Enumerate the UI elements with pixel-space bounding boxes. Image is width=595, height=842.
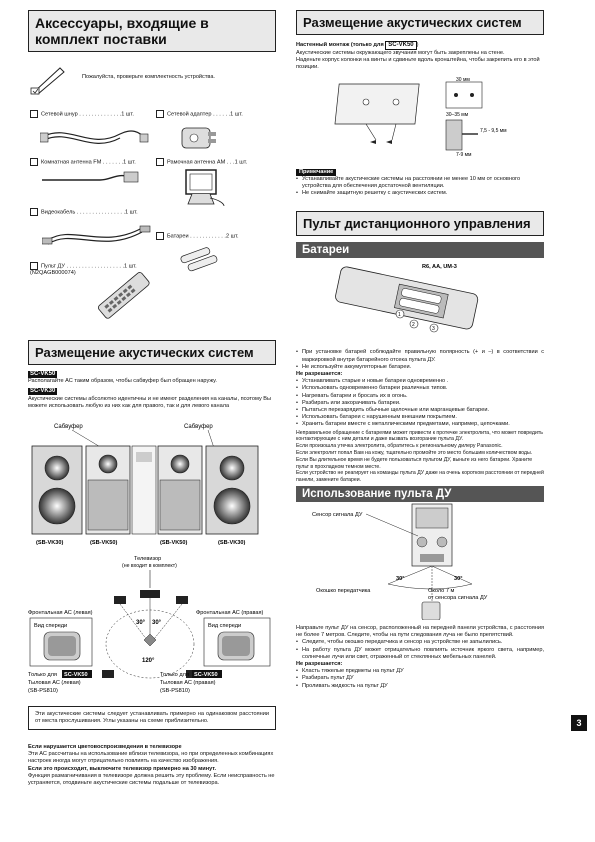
right-column xyxy=(296,10,544,690)
tv-sub-label: (не входит в комплект) xyxy=(122,563,177,569)
wall-mount-section: Настенный монтаж (только для SC-VK50 ) Акустические системы окружающего звучания могут быть закреплены на стене. Наденьте корпус колонки на винты и сдвиньте вдоль кронштейна, чтобы закрепить его в этой позиции. xyxy=(296,42,540,71)
battery-type: R6, AA, UM-3 xyxy=(422,264,457,271)
checkbox[interactable] xyxy=(30,158,38,166)
model-label-4: (SB-VK30) xyxy=(218,540,246,546)
subwoofer-label-right: Сабвуфер xyxy=(184,424,213,430)
note-item: • Не снимайте защитную решетку с акустических систем. xyxy=(296,190,544,197)
note-item: • Устанавливайте акустические системы на расстоянии не менее 10 мм от основного устройства для обеспечения достаточной вентиляции. xyxy=(296,176,544,190)
remote-model: (N2QAGB000074) xyxy=(30,270,76,277)
angle-rear: 120° xyxy=(142,658,155,664)
note-label: Примечание xyxy=(296,169,336,176)
rear-left-label: Тыловая АС (левая) xyxy=(28,680,81,686)
accessories-heading: Аксессуары, входящие в комплект поставки xyxy=(28,10,276,52)
battery-insertion-diagram xyxy=(296,258,544,344)
sensor-label: Сенсор сигнала ДУ xyxy=(312,512,363,519)
dim-d: 7-9 мм xyxy=(456,151,472,158)
accessories-list xyxy=(28,52,276,302)
placement-note-box: Эти акустические системы следует устанавливать примерно на одинаковом расстоянии от места прослушивания. Углы указаны на схеме приблизительно. xyxy=(28,706,276,730)
rear-right-model: (SB-PS810) xyxy=(160,688,190,694)
battery-text: • При установке батарей соблюдайте правильную полярность (+ и –) в соответствии с маркировкой внутри батарейного отсека пульта ДУ. • Не используйте аккумуляторные батареи. Не разрешается: • Устанавливать старые и новые батареи одновременно . • Использовать одновременно батареи различных типов. • Нагревать батареи и бросать их в огонь. • Разбирать или закорачивать батареи. • Пытаться перезарядить обычные щелочные или марганцевые батареи. • Использовать батареи с нарушенным внешним покрытием. • Хранить батареи вместе с металлическими предметами, например, цепочками. xyxy=(296,349,544,428)
model-badge: SC-VK50 xyxy=(30,371,56,377)
model-label-2: (SB-VK50) xyxy=(90,540,118,546)
checkbox[interactable] xyxy=(156,158,164,166)
angle-right: 30° xyxy=(152,620,162,626)
dim-a: 30 мм xyxy=(456,76,470,83)
rear-model-badge-right: SC-VK50 xyxy=(194,672,218,678)
tv-label: Телевизор xyxy=(134,556,162,562)
checkbox[interactable] xyxy=(30,110,38,118)
item-remote: Пульт ДУ . . . . . . . . . . . . . . . . . . .1 шт. (N2QAGB000074) xyxy=(30,263,137,277)
svg-text:3: 3 xyxy=(432,326,435,333)
model-badge: SC-VK30 xyxy=(30,388,56,395)
speaker-placement-heading: Размещение акустических систем xyxy=(28,340,276,365)
model-vk50-section: SC-VK50 Располагайте АС таким образом, чтобы сабвуфер был обращен наружу. xyxy=(28,371,217,385)
fm-antenna-icon xyxy=(40,170,150,192)
power-cord-icon xyxy=(40,122,150,152)
checkbox[interactable] xyxy=(156,232,164,240)
model-label-1: (SB-VK30) xyxy=(36,540,64,546)
only-for-right: Только для xyxy=(160,672,189,678)
item-power-cord: Сетевой шнур . . . . . . . . . . . . . .1 шт. xyxy=(30,110,150,118)
wall-speaker-heading: Размещение акустических систем xyxy=(296,10,544,35)
using-remote-bar: Использование пульта ДУ xyxy=(296,486,544,502)
svg-text:1: 1 xyxy=(398,312,401,319)
tv-color-section: Если нарушается цветовоспроизведения в телевизоре Эти АС рассчитаны на использование вблизи телевизора, но при определенных комбинациях настроек иногда могут отрицательно повлиять на качество изображения. Если это происходит, выключите телевизор примерно на 30 минут. Функция размагничивания в телевизоре должна решить эту проблему. Если неисправность не устраняется, отодвиньте акустические системы подальше от телевизора. xyxy=(28,744,275,787)
rear-right-label: Тыловая АС (правая) xyxy=(160,680,216,686)
remote-control-icon xyxy=(88,268,158,324)
item-batteries: Батареи . . . . . . . . . . . .2 шт. xyxy=(156,232,276,240)
accessories-intro: Пожалуйста, проверьте комплектность устройства. xyxy=(82,74,215,80)
angle-right: 30° xyxy=(454,576,463,583)
item-power-adapter: Сетевой адаптер . . . . . .1 шт. xyxy=(156,110,276,118)
batteries-icon xyxy=(178,246,224,272)
checkbox[interactable] xyxy=(156,110,164,118)
notes-section xyxy=(296,169,544,198)
item-am-antenna: Рамочная антенна AM . . .1 шт. xyxy=(156,158,276,166)
subwoofer-label-left: Сабвуфер xyxy=(54,424,83,430)
remote-usage-text: Направьте пульт ДУ на сенсор, расположенный на передней панели устройства, с расстояния не более 7 метров. Следите, чтобы на пути следования луча не было препятствий. • Следите, чтобы окошко передатчика и сенсор на устройстве не запылились. • На работу пульта ДУ может отрицательно повлиять источник яркого света, например, солнечные лучи или свет, отраженный от стеклянных мебельных панелей. Не разрешается: • Класть тяжелые предметы на пульт ДУ • Разбирать пульт ДУ • Проливать жидкость на пульт ДУ xyxy=(296,625,544,690)
svg-text:2: 2 xyxy=(412,322,415,329)
emitter-label: Окошко передатчика xyxy=(316,588,371,595)
batteries-bar: Батареи xyxy=(296,242,544,258)
front-view-label-left: Вид спереди xyxy=(34,623,68,629)
checkbox[interactable] xyxy=(30,208,38,216)
remote-heading: Пульт дистанционного управления xyxy=(296,211,544,236)
front-right-label: Фронтальная АС (правая) xyxy=(196,610,264,616)
battery-small-print: Неправильное обращение с батареями может привести к протечке электролита, что может повредить контактирующие с ним детали и даже вызвать возгорание пульта ДУ. Если произошла утечка электролита, обратитесь к региональному дилеру Panasonic. Если электролит попал Вам на кожу, тщательно промойте это место большим количеством воды. Если Вы длительное время не будете пользоваться пультом ДУ, выньте из него батареи. Храните пульт в прохладном темном месте. Если устройство не реагирует на команды пульта ДУ даже на очень коротком расстоянии от передней панели, замените батареи. xyxy=(296,429,544,484)
model-badge: SC-VK50 xyxy=(385,41,416,50)
range-sublabel: от сенсора сигнала ДУ xyxy=(428,595,488,602)
dim-c: 7,5 - 9,5 мм xyxy=(480,127,507,134)
angle-left: 30° xyxy=(396,576,405,583)
rear-model-badge-left: SC-VK50 xyxy=(64,672,88,678)
video-cable-icon xyxy=(42,220,152,250)
front-left-label: Фронтальная АС (левая) xyxy=(28,610,93,616)
model-label-3: (SB-VK50) xyxy=(160,540,188,546)
item-fm-antenna: Комнатная антенна FM . . . . . . .1 шт. xyxy=(30,158,152,166)
remote-range-diagram xyxy=(296,502,544,620)
speaker-layout-diagram xyxy=(28,418,276,700)
am-loop-antenna-icon xyxy=(180,168,226,208)
wall-mount-diagram xyxy=(296,76,544,164)
checkbox[interactable] xyxy=(30,262,38,270)
range-label: Около 7 м xyxy=(428,588,455,595)
angle-left: 30° xyxy=(136,620,146,626)
model-vk30-section: SC-VK30 Акустические системы абсолютно идентичны и не имеют разделения на каналы, поэтому Вы можете использовать любую из них как для правого, так и для левого канала xyxy=(28,388,272,409)
page-number: 3 xyxy=(571,715,587,731)
item-video-cable: Видеокабель . . . . . . . . . . . . . . . .1 шт. xyxy=(30,208,152,216)
only-for-left: Только для xyxy=(28,672,57,678)
dim-b: 30–35 мм xyxy=(446,111,469,118)
left-column xyxy=(28,10,276,787)
front-view-label-right: Вид спереди xyxy=(208,623,242,629)
rear-left-model: (SB-PS810) xyxy=(28,688,58,694)
item-label: Сетевой шнур xyxy=(41,111,78,118)
pen-check-icon xyxy=(30,62,68,96)
power-adapter-icon xyxy=(178,120,218,154)
